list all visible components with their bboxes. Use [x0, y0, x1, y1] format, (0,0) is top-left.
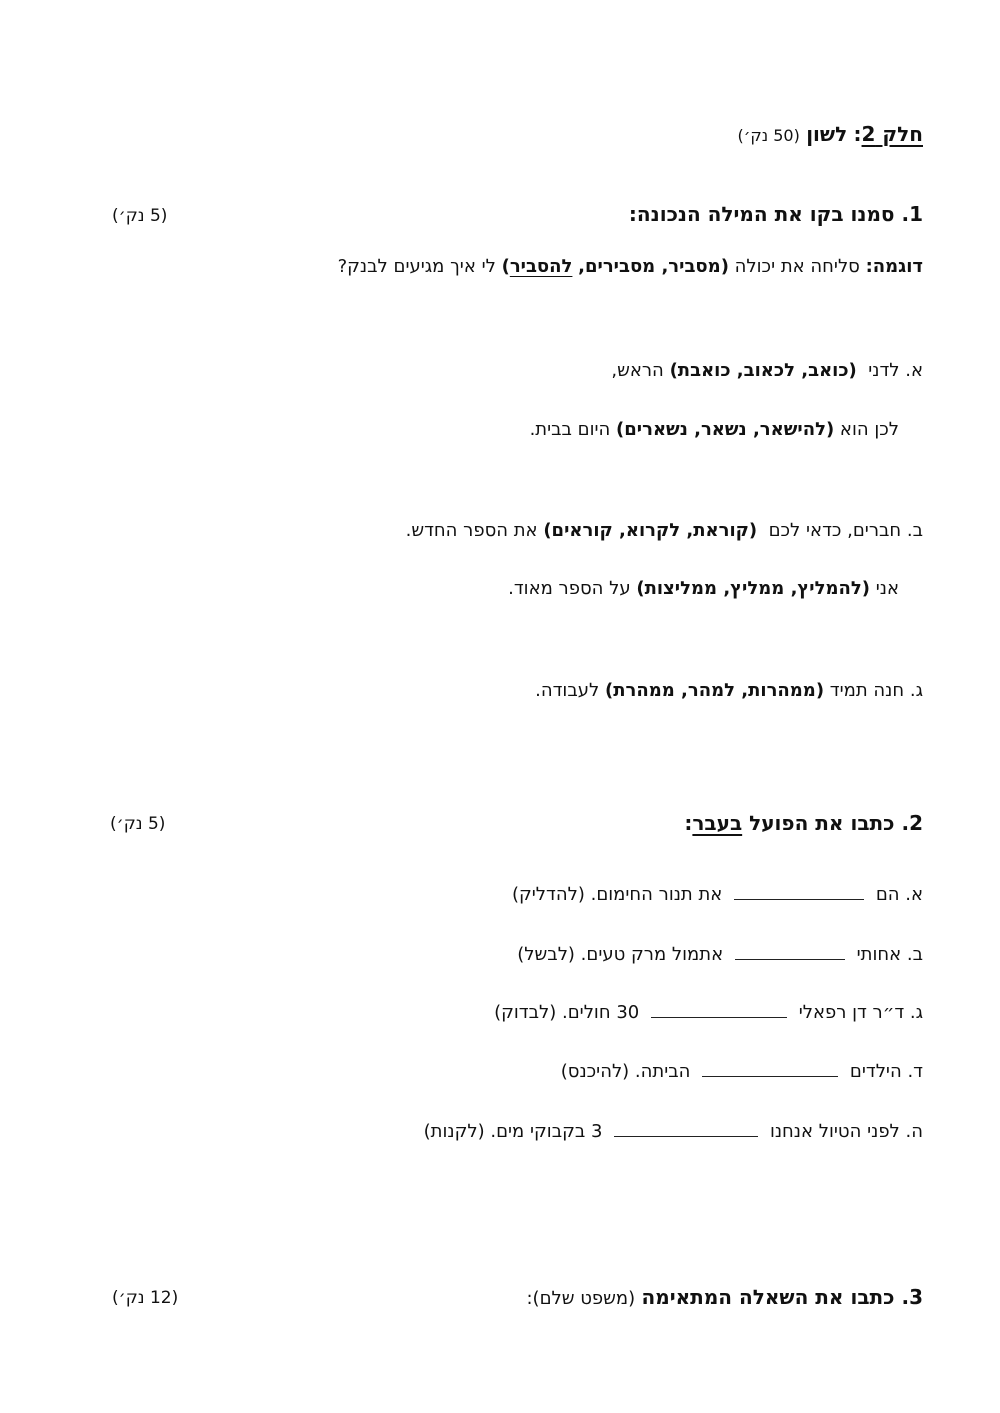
- q3-title-main: 3. כתבו את השאלה המתאימה: [641, 1285, 923, 1309]
- q1-item-a-line1: [611, 358, 923, 384]
- q1-example: [338, 254, 923, 280]
- item-text-after: אתמול מרק טעים. (לבשל): [517, 944, 724, 965]
- item-text-before: ג. ד״ר דן רפאלי: [798, 1002, 923, 1023]
- example-options: מסביר, מסבירים,: [578, 256, 721, 277]
- item-suffix: היום בבית.: [529, 419, 611, 440]
- q1-title: 1. סמנו בקו את המילה הנכונה:: [628, 202, 923, 226]
- part-label: חלק 2: [861, 122, 923, 146]
- answer-blank[interactable]: [651, 999, 787, 1018]
- example-text-after: לי איך מגיעים לבנק?: [337, 256, 496, 277]
- example-label: דוגמה:: [865, 256, 923, 277]
- q3-points: (12 נק׳): [112, 1288, 179, 1308]
- item-prefix: אני: [875, 578, 899, 599]
- part-subject: לשון: [806, 122, 848, 146]
- item-text-before: ד. הילדים: [849, 1061, 923, 1082]
- answer-blank[interactable]: [734, 881, 864, 900]
- q1-item-c: [535, 678, 923, 704]
- part-points: (50 נק׳): [737, 126, 800, 145]
- item-options: (להמליץ, ממליץ, ממליצות): [636, 578, 870, 599]
- answer-blank[interactable]: [735, 941, 845, 960]
- q2-item-b: [517, 941, 923, 968]
- part-colon: :: [853, 122, 862, 146]
- item-text-after: 3 בקבוקי מים. (לקנות): [423, 1121, 603, 1142]
- example-close-paren: ): [501, 256, 510, 277]
- q2-title-colon: :: [684, 811, 693, 835]
- q2-title-underlined: בעבר: [692, 811, 743, 835]
- item-text-before: א. הם: [875, 884, 923, 905]
- answer-blank[interactable]: [702, 1058, 838, 1077]
- item-suffix: לעבודה.: [535, 680, 600, 701]
- item-options: (קוראת, לקרוא, קוראים): [543, 520, 758, 541]
- example-correct-option: להסביר: [509, 256, 573, 277]
- q2-title: [684, 810, 923, 836]
- item-text-before: ה. לפני הטיול אנחנו: [769, 1121, 923, 1142]
- item-prefix: ב. חברים, כדאי לכם: [768, 520, 923, 541]
- example-text-before: סליחה את יכולה: [734, 256, 860, 277]
- item-options: (כואב, לכאוב, כואבת): [669, 360, 857, 381]
- item-options: (להישאר, נשאר, נשארים): [616, 419, 835, 440]
- q1-item-b-line2: [508, 576, 899, 602]
- q1-points: (5 נק׳): [112, 206, 168, 226]
- item-text-after: את תנור החימום. (להדליק): [511, 884, 723, 905]
- answer-blank[interactable]: [614, 1118, 758, 1137]
- q2-title-main: 2. כתבו את הפועל: [749, 811, 923, 835]
- q2-item-c: [494, 999, 923, 1026]
- q2-item-e: [424, 1118, 923, 1145]
- item-suffix: הראש,: [611, 360, 664, 381]
- q2-item-d: [561, 1058, 923, 1085]
- item-text-after: הביתה. (להיכנס): [560, 1061, 691, 1082]
- item-suffix: את הספר החדש.: [405, 520, 538, 541]
- q2-points: (5 נק׳): [110, 814, 166, 834]
- item-prefix: ג. חנה תמיד: [829, 680, 923, 701]
- item-text-before: ב. אחותי: [856, 944, 923, 965]
- example-open-paren: (: [720, 256, 729, 277]
- item-options: (ממהרות, למהר, ממהרת): [604, 680, 825, 701]
- q3-title: [526, 1284, 923, 1312]
- q1-item-b-line1: [406, 518, 923, 544]
- item-prefix: לכן הוא: [839, 419, 899, 440]
- q3-title-note: (משפט שלם):: [526, 1288, 636, 1309]
- item-suffix: על הספר מאוד.: [508, 578, 631, 599]
- item-prefix: א. לדני: [868, 360, 923, 381]
- q2-item-a: [512, 881, 923, 908]
- q1-item-a-line2: [530, 417, 899, 443]
- item-text-after: 30 חולים. (לבדוק): [494, 1002, 640, 1023]
- part-header: [737, 121, 923, 149]
